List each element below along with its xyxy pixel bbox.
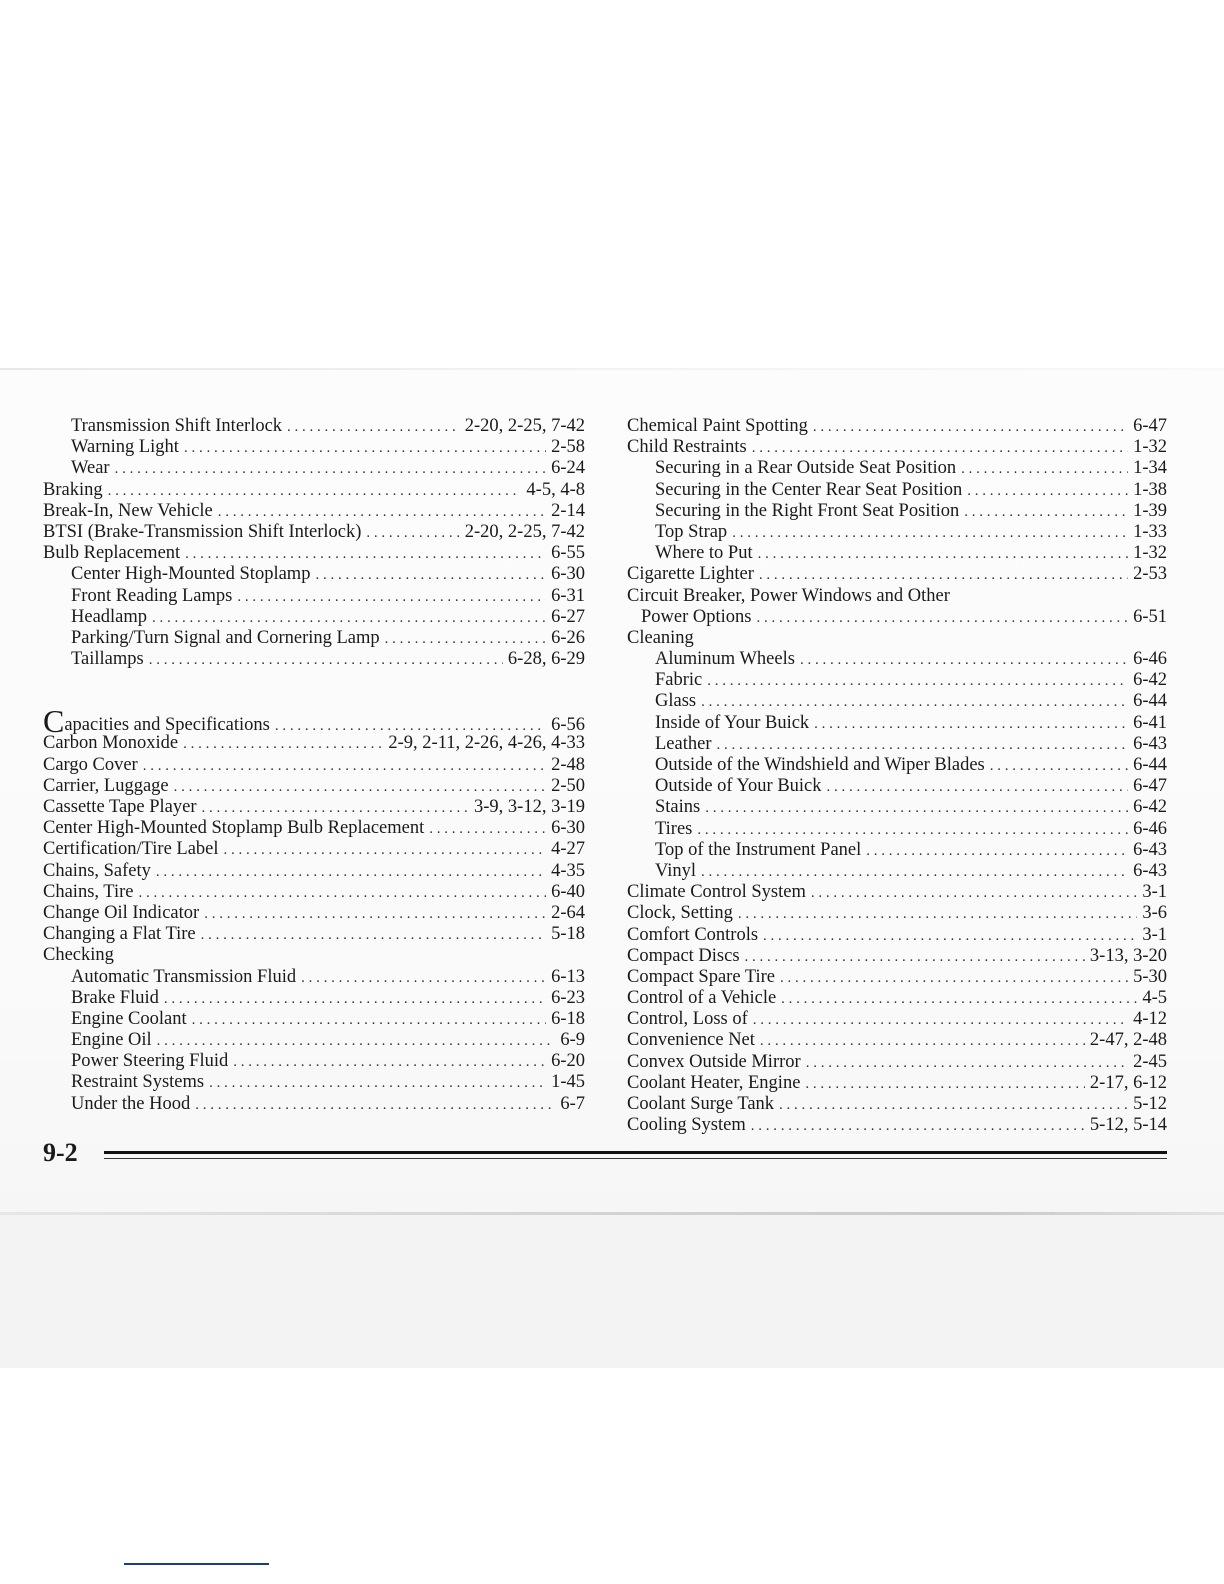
index-entry-label: Carrier, Luggage <box>43 775 169 796</box>
index-entry <box>627 607 1167 628</box>
index-entry <box>43 437 585 458</box>
index-entry-label: Stains <box>655 797 701 818</box>
index-entry-label: Chemical Paint Spotting <box>627 416 808 436</box>
index-entry-label: Clock, Setting <box>627 903 733 924</box>
index-entry-label: Changing a Flat Tire <box>43 924 196 945</box>
dot-leader <box>961 459 1128 480</box>
index-entry <box>627 1030 1167 1051</box>
page-reference: 4-12 <box>1133 1009 1167 1030</box>
index-entry <box>43 1094 585 1115</box>
dot-leader <box>201 925 546 946</box>
footer-rule-thin <box>104 1158 1167 1159</box>
index-entry <box>627 967 1167 988</box>
index-entry-label: Restraint Systems <box>71 1072 205 1093</box>
index-entry <box>627 437 1167 458</box>
dot-leader <box>780 968 1128 989</box>
page-reference: 5-18 <box>551 924 585 945</box>
index-entry <box>43 839 585 860</box>
index-entry <box>627 903 1167 924</box>
page-reference: 2-17, 6-12 <box>1089 1072 1167 1093</box>
dot-leader <box>752 438 1128 459</box>
index-entry <box>43 967 585 988</box>
index-entry <box>43 945 585 966</box>
page-reference: 6-31 <box>551 585 585 606</box>
page-reference: 1-34 <box>1133 458 1167 479</box>
index-entry-label: Front Reading Lamps <box>71 585 233 606</box>
page-reference: 1-39 <box>1133 500 1167 521</box>
page-reference: 2-48 <box>551 754 585 775</box>
bottom-blue-mark <box>124 1563 269 1565</box>
dot-leader <box>143 756 546 777</box>
page-reference: 6-18 <box>551 1008 585 1029</box>
dot-leader <box>813 417 1128 438</box>
dot-leader <box>697 820 1128 841</box>
dot-leader <box>800 650 1128 671</box>
index-entry <box>627 861 1167 882</box>
index-entry <box>43 797 585 818</box>
dot-leader <box>195 1095 555 1116</box>
index-entry <box>43 416 585 437</box>
dot-leader <box>287 417 460 438</box>
page-reference: 4-5 <box>1142 988 1167 1009</box>
dot-leader <box>757 608 1129 629</box>
page-reference: 6-28, 6-29 <box>507 649 585 670</box>
dot-leader <box>174 777 546 798</box>
index-entry <box>627 1094 1167 1115</box>
page-reference: 6-40 <box>551 881 585 902</box>
index-entry-label: Control, Loss of <box>627 1009 748 1030</box>
dot-leader <box>753 1010 1128 1031</box>
index-entry-label: apacities and Specifications <box>64 715 270 736</box>
index-entry <box>627 586 1167 607</box>
index-entry <box>627 628 1167 649</box>
page-reference: 6-55 <box>551 543 585 564</box>
dot-leader <box>763 926 1137 947</box>
dot-leader <box>209 1073 546 1094</box>
index-entry <box>627 1009 1167 1030</box>
page-reference: 6-44 <box>1133 691 1167 712</box>
index-entry-capacities <box>43 703 585 740</box>
index-entry <box>627 988 1167 1009</box>
index-entry <box>43 522 585 543</box>
index-entry-label: Top Strap <box>655 521 728 542</box>
dot-leader <box>301 968 546 989</box>
dot-leader <box>138 883 546 904</box>
dot-leader <box>759 565 1128 586</box>
index-entry <box>43 480 585 501</box>
dot-leader <box>185 544 546 565</box>
dot-leader <box>758 544 1128 565</box>
index-entry <box>43 755 585 776</box>
page-reference: 2-9, 2-11, 2-26, 4-26, 4-33 <box>388 733 585 754</box>
page-reference: 6-42 <box>1133 797 1167 818</box>
index-entry-label: Cassette Tape Player <box>43 797 197 817</box>
index-entry <box>43 458 585 479</box>
page-reference: 1-45 <box>551 1072 585 1093</box>
page-reference: 6-43 <box>1133 839 1167 860</box>
page-reference: 6-13 <box>551 966 585 987</box>
index-entry-label: Top of the Instrument Panel <box>655 839 862 860</box>
dot-leader <box>827 777 1129 798</box>
page-reference: 3-9, 3-12, 3-19 <box>474 797 585 817</box>
dot-leader <box>385 629 546 650</box>
page-reference: 2-58 <box>551 437 585 458</box>
page-number: 9-2 <box>43 1138 78 1167</box>
dot-leader <box>202 798 470 819</box>
index-entry <box>627 649 1167 670</box>
index-entry <box>627 797 1167 818</box>
index-entry <box>627 564 1167 585</box>
page-reference: 2-20, 2-25, 7-42 <box>464 416 585 436</box>
index-entry-label: Cleaning <box>627 627 694 648</box>
index-entry <box>43 882 585 903</box>
index-entry <box>627 1052 1167 1073</box>
index-entry-label: Under the Hood <box>71 1093 191 1114</box>
index-entry-label: Bulb Replacement <box>43 543 181 564</box>
page-reference: 1-32 <box>1133 543 1167 564</box>
dot-leader <box>751 1116 1085 1137</box>
index-entry-label: Child Restraints <box>627 437 747 458</box>
index-entry-label: Warning Light <box>71 437 179 458</box>
page-reference: 6-7 <box>560 1093 585 1114</box>
page-reference: 6-41 <box>1133 712 1167 733</box>
index-entry <box>627 755 1167 776</box>
dot-leader <box>366 523 459 544</box>
index-entry <box>43 543 585 564</box>
index-entry-label: Convex Outside Mirror <box>627 1051 801 1072</box>
index-entry <box>43 1009 585 1030</box>
page-reference: 1-32 <box>1133 437 1167 458</box>
index-entry-label: Chains, Tire <box>43 881 134 902</box>
index-entry-label: Center High-Mounted Stoplamp <box>71 564 311 585</box>
index-entry <box>43 628 585 649</box>
index-entry <box>627 713 1167 734</box>
scan-lower-band <box>0 1215 1224 1368</box>
dot-leader <box>701 862 1128 883</box>
index-entry <box>627 1073 1167 1094</box>
index-entry-label: Braking <box>43 479 103 500</box>
index-entry <box>43 988 585 1009</box>
page-reference: 2-47, 2-48 <box>1089 1030 1167 1051</box>
index-entry-label: Chains, Safety <box>43 860 151 881</box>
page-reference: 2-14 <box>551 500 585 521</box>
page-reference: 1-33 <box>1133 521 1167 542</box>
index-entry-label: Securing in the Right Front Seat Position <box>655 500 960 521</box>
page-reference: 6-44 <box>1133 755 1167 775</box>
page-reference: 3-1 <box>1142 924 1167 945</box>
index-entry <box>627 819 1167 840</box>
index-entry-label: Center High-Mounted Stoplamp Bulb Replacement <box>43 818 425 839</box>
page-reference: 5-12, 5-14 <box>1089 1115 1167 1136</box>
index-entry-label: Break-In, New Vehicle <box>43 500 213 521</box>
dot-leader <box>866 841 1128 862</box>
dot-leader <box>707 671 1128 692</box>
dot-leader <box>806 1053 1128 1074</box>
dot-leader <box>108 481 522 502</box>
dot-leader <box>964 502 1128 523</box>
page-reference: 2-50 <box>551 775 585 796</box>
page-reference: 6-47 <box>1133 416 1167 436</box>
dot-leader <box>811 883 1137 904</box>
dot-leader <box>760 1031 1085 1052</box>
page-reference: 6-46 <box>1133 649 1167 670</box>
index-entry-label: Engine Coolant <box>71 1008 187 1029</box>
index-entry <box>627 416 1167 437</box>
index-entry-label: Carbon Monoxide <box>43 733 179 754</box>
dot-leader <box>781 989 1137 1010</box>
page-reference: 2-64 <box>551 902 585 923</box>
index-entry-label: Control of a Vehicle <box>627 988 777 1009</box>
page-reference: 4-35 <box>551 860 585 881</box>
index-entry-label: Coolant Heater, Engine <box>627 1072 801 1093</box>
page-reference: 6-24 <box>551 458 585 479</box>
dot-leader <box>990 756 1128 777</box>
page-reference: 6-56 <box>551 715 585 736</box>
index-entry <box>43 733 585 754</box>
index-entry <box>43 1072 585 1093</box>
index-entry <box>627 480 1167 501</box>
dot-leader <box>152 608 546 629</box>
index-entry-label: Wear <box>71 458 110 479</box>
index-entry-label: BTSI (Brake-Transmission Shift Interlock) <box>43 521 362 542</box>
page-reference: 6-20 <box>551 1051 585 1072</box>
dot-leader <box>315 565 546 586</box>
index-entry <box>627 670 1167 691</box>
index-entry-label: Vinyl <box>655 860 697 881</box>
index-entry-label: Where to Put <box>655 543 753 564</box>
page-reference: 6-51 <box>1133 606 1167 627</box>
page-reference: 6-46 <box>1133 818 1167 839</box>
index-entry-label: Climate Control System <box>627 882 806 903</box>
dot-leader <box>967 481 1128 502</box>
index-entry <box>43 1030 585 1051</box>
index-entry-label: Headlamp <box>71 606 148 627</box>
index-entry-label: Tires <box>655 818 693 839</box>
index-entry <box>43 924 585 945</box>
dot-leader <box>157 1031 556 1052</box>
page-reference: 4-5, 4-8 <box>526 479 585 500</box>
page-reference: 6-47 <box>1133 776 1167 797</box>
index-entry <box>43 776 585 797</box>
index-entry-label: Engine Oil <box>71 1030 152 1051</box>
index-entry-label: Convenience Net <box>627 1030 755 1051</box>
dot-leader <box>204 904 546 925</box>
index-entry <box>43 1051 585 1072</box>
index-entry <box>43 861 585 882</box>
index-entry <box>627 501 1167 522</box>
index-entry <box>627 734 1167 755</box>
index-entry-label: Circuit Breaker, Power Windows and Other <box>627 585 950 606</box>
footer-rule <box>104 1151 1167 1154</box>
index-entry-label: Aluminum Wheels <box>655 649 795 670</box>
dot-leader <box>701 692 1128 713</box>
index-entry-label: Certification/Tire Label <box>43 839 219 860</box>
index-entry-label: Brake Fluid <box>71 987 159 1008</box>
page-reference: 6-30 <box>551 818 585 839</box>
dot-leader <box>805 1074 1085 1095</box>
index-entry <box>43 649 585 670</box>
page-reference: 1-38 <box>1133 479 1167 500</box>
index-entry <box>627 543 1167 564</box>
index-entry <box>43 818 585 839</box>
index-entry-label: Coolant Surge Tank <box>627 1094 775 1114</box>
dot-leader <box>156 862 546 883</box>
index-list-c <box>43 733 585 1114</box>
page-reference: 5-12 <box>1133 1094 1167 1114</box>
index-entry-label: Checking <box>43 945 114 966</box>
index-entry <box>627 925 1167 946</box>
page-reference: 6-43 <box>1133 733 1167 754</box>
index-entry <box>627 1115 1167 1136</box>
index-entry <box>627 522 1167 543</box>
dot-leader <box>738 904 1137 925</box>
index-entry-label: Outside of the Windshield and Wiper Blades <box>655 755 985 775</box>
index-entry-label: Cargo Cover <box>43 754 138 775</box>
page-reference: 6-42 <box>1133 670 1167 691</box>
page-reference: 6-43 <box>1133 860 1167 881</box>
index-entry <box>43 564 585 585</box>
index-entry <box>43 586 585 607</box>
section-gap <box>43 670 585 712</box>
scan-top-edge <box>0 368 1224 370</box>
index-entry <box>627 946 1167 967</box>
index-entry-label: Change Oil Indicator <box>43 902 200 923</box>
page-reference: 2-45 <box>1133 1051 1167 1072</box>
dot-leader <box>164 989 546 1010</box>
index-entry <box>627 458 1167 479</box>
index-list-b <box>43 416 585 670</box>
index-column-right <box>627 416 1167 1136</box>
page-reference: 2-20, 2-25, 7-42 <box>464 521 585 542</box>
dot-leader <box>192 1010 546 1031</box>
index-entry-label: Power Options <box>641 606 752 627</box>
dot-leader <box>149 650 503 671</box>
index-entry-label: Outside of Your Buick <box>655 776 822 797</box>
dot-leader <box>732 523 1128 544</box>
index-column-left <box>43 416 585 1115</box>
page-reference: 2-53 <box>1133 564 1167 585</box>
index-list-c-continued <box>627 416 1167 1136</box>
page-reference: 6-9 <box>560 1030 585 1051</box>
index-entry-label: Securing in a Rear Outside Seat Position <box>655 458 957 479</box>
index-entry-label: Compact Discs <box>627 945 740 966</box>
index-entry <box>627 691 1167 712</box>
index-entry-label: Leather <box>655 733 712 754</box>
page-reference: 5-30 <box>1133 966 1167 987</box>
dot-leader <box>218 502 546 523</box>
page-reference: 3-13, 3-20 <box>1089 945 1167 966</box>
index-entry-label: Comfort Controls <box>627 924 759 945</box>
index-entry-label: Fabric <box>655 670 703 691</box>
page-reference: 4-27 <box>551 839 585 860</box>
index-entry <box>627 776 1167 797</box>
dot-leader <box>779 1095 1128 1116</box>
dot-leader <box>183 734 383 755</box>
index-entry-label: Cigarette Lighter <box>627 564 754 585</box>
dot-leader <box>115 459 547 480</box>
dot-leader <box>705 798 1128 819</box>
dot-leader <box>429 819 546 840</box>
page-reference: 6-26 <box>551 627 585 648</box>
index-entry-label: Inside of Your Buick <box>655 712 810 733</box>
index-entry-label: Cooling System <box>627 1115 746 1136</box>
index-entry <box>43 607 585 628</box>
index-entry-label: Parking/Turn Signal and Cornering Lamp <box>71 627 380 648</box>
index-entry-label: Securing in the Center Rear Seat Position <box>655 479 963 500</box>
index-entry <box>627 840 1167 861</box>
index-entry-label: Glass <box>655 691 697 712</box>
dot-leader <box>745 947 1085 968</box>
page-reference: 3-1 <box>1142 882 1167 903</box>
dot-leader <box>237 587 546 608</box>
index-entry-label: Compact Spare Tire <box>627 966 775 987</box>
index-entry <box>43 903 585 924</box>
dot-leader <box>224 840 547 861</box>
page-reference: 6-23 <box>551 987 585 1008</box>
index-entry-label: Power Steering Fluid <box>71 1051 229 1072</box>
index-entry <box>627 882 1167 903</box>
index-entry-label: Automatic Transmission Fluid <box>71 966 297 987</box>
index-entry-label: Taillamps <box>71 649 144 670</box>
dot-leader <box>233 1052 546 1073</box>
section-initial-c: C <box>43 703 65 740</box>
page-reference: 6-27 <box>551 606 585 627</box>
page-reference: 6-30 <box>551 564 585 585</box>
dot-leader <box>814 714 1128 735</box>
index-entry <box>43 501 585 522</box>
dot-leader <box>184 438 546 459</box>
page-reference: 3-6 <box>1142 903 1167 924</box>
dot-leader <box>717 735 1129 756</box>
index-entry-label: Transmission Shift Interlock <box>71 416 283 436</box>
